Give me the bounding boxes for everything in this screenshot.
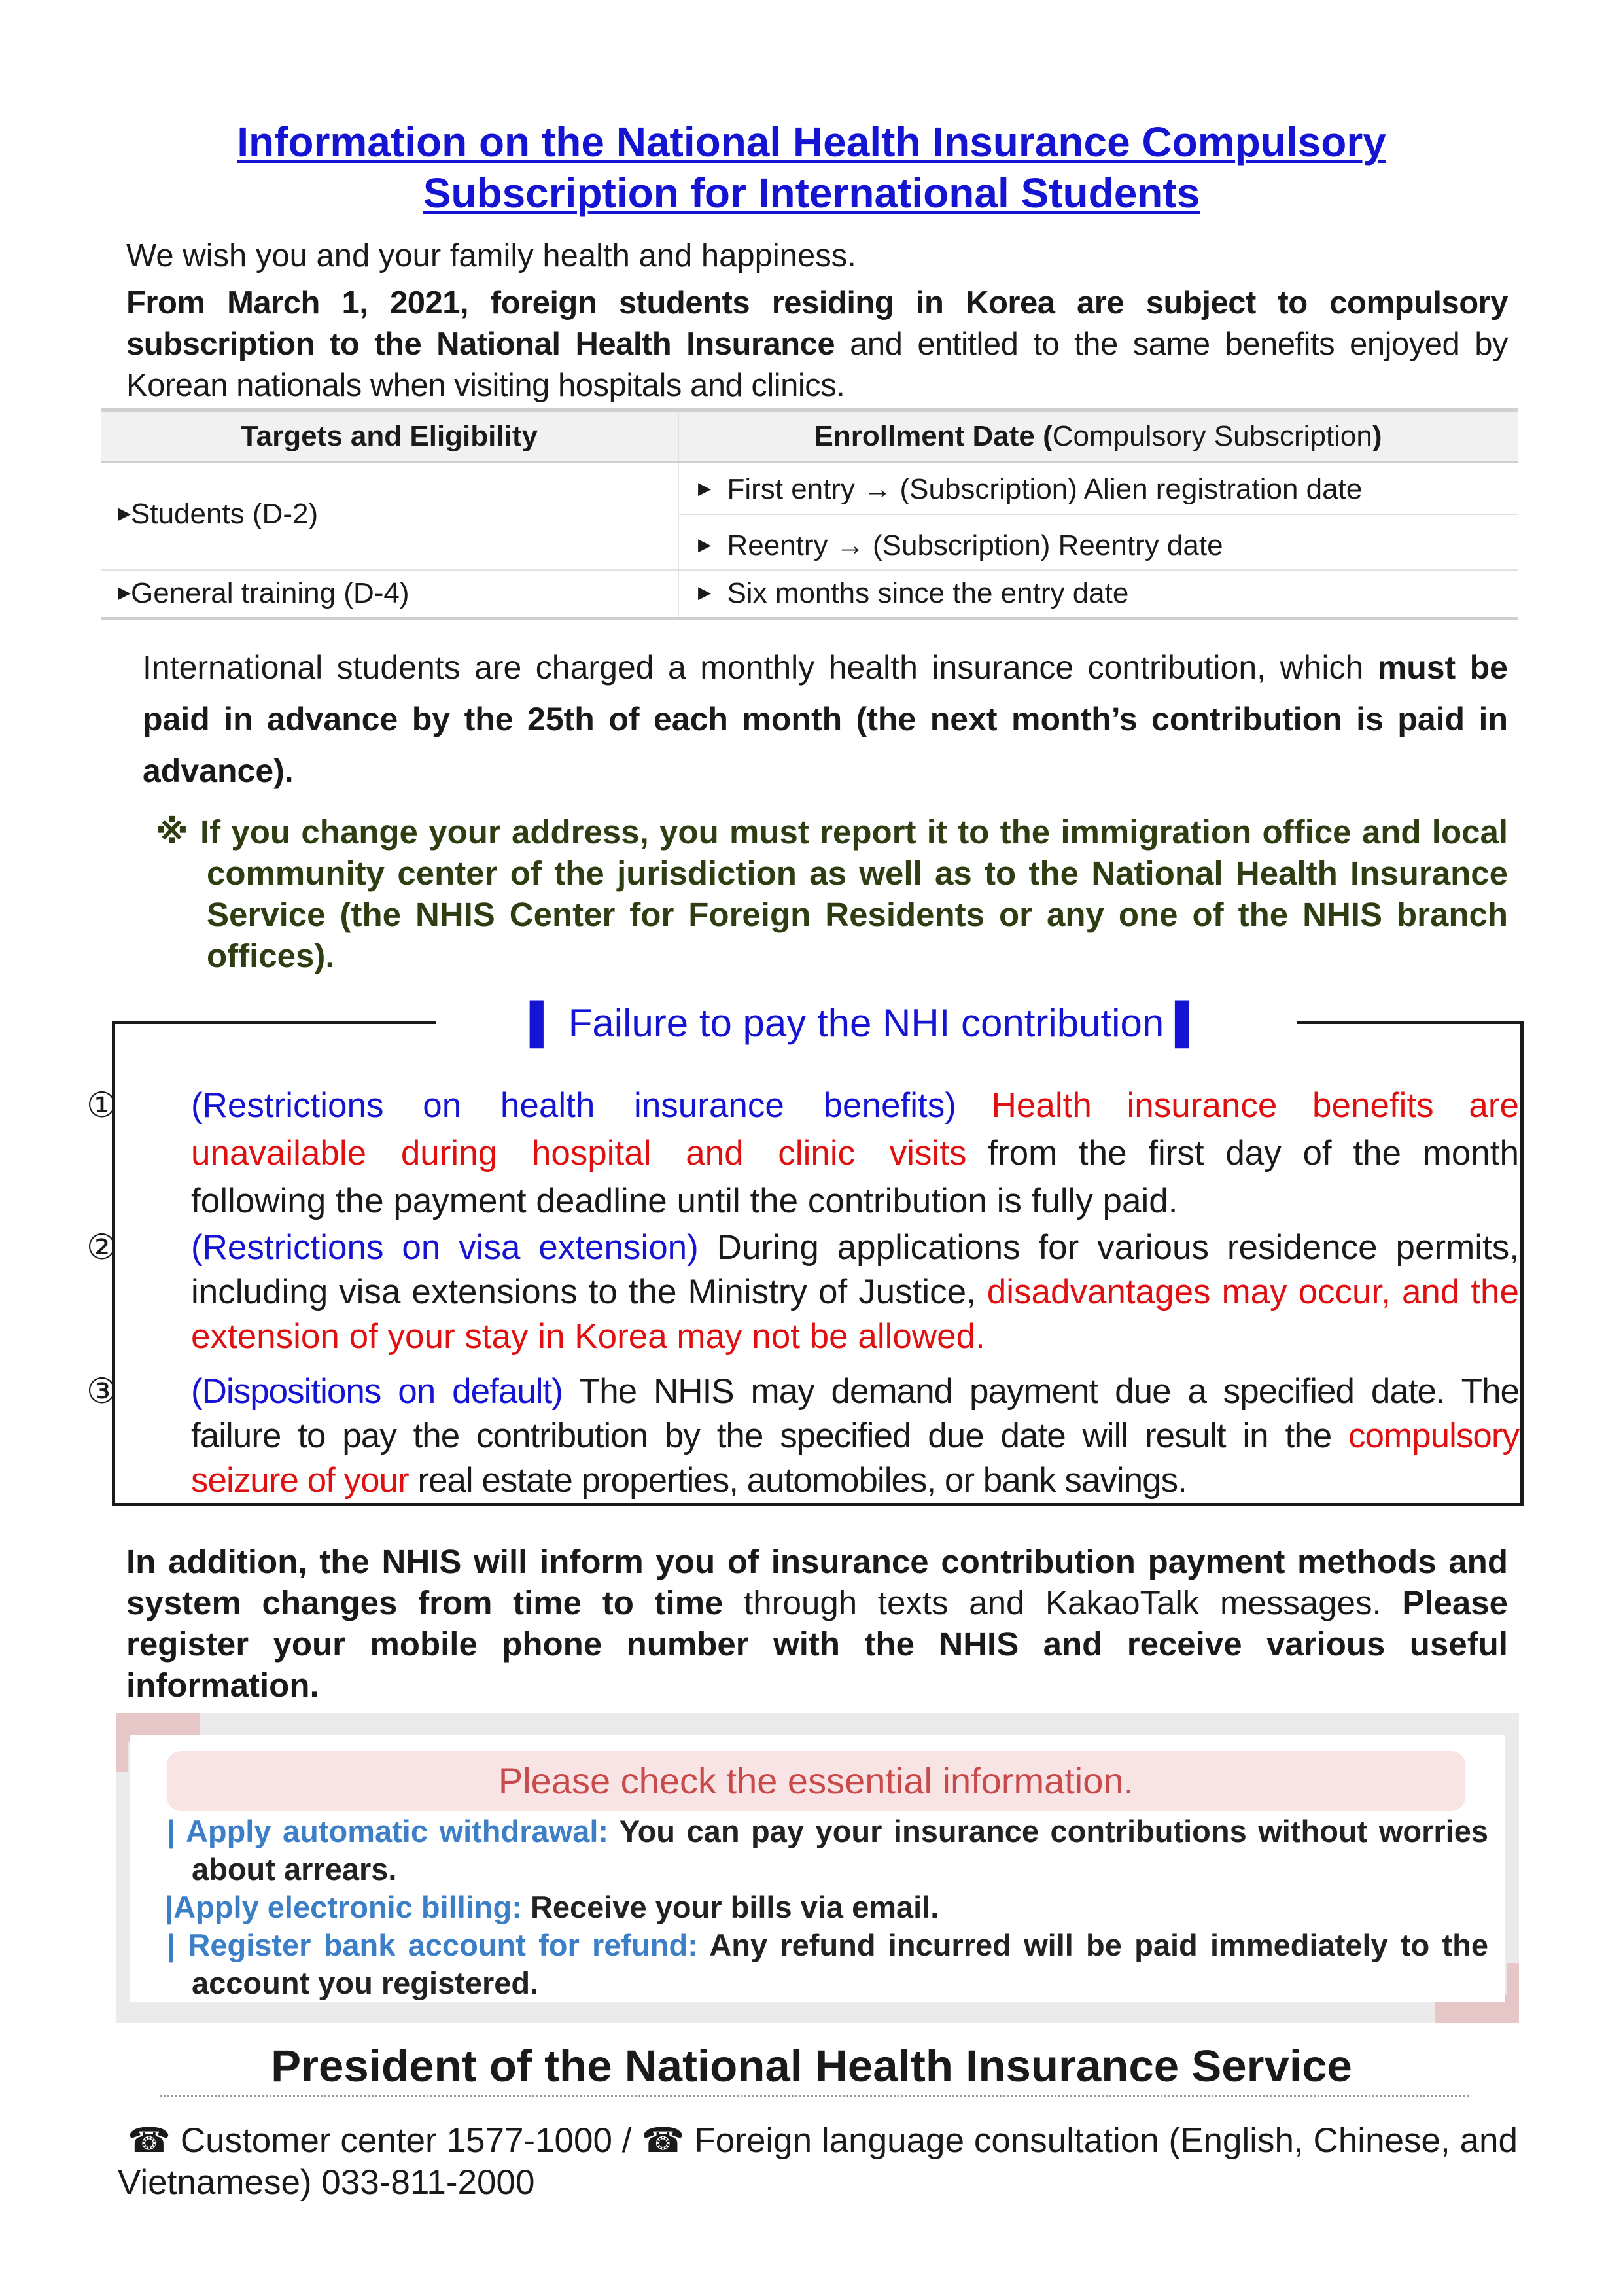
table-subrow-divider [678,514,1518,515]
header-targets: Targets and Eligibility [241,420,538,452]
contribution-bold: must be paid in advance by the 25th of each month (the next month’s contribution is paid in advance). [143,649,1508,789]
addition-bold-1: In addition, the NHIS will inform you of insurance contribution payment methods and system changes from time to time [126,1543,1508,1621]
essential-item-1-text: You can pay your insurance contributions without worries about arrears. [192,1814,1488,1886]
item-bar-icon: | [167,1814,176,1848]
essential-item-1-label: Apply automatic withdrawal: [185,1814,609,1848]
failure-item-1-rest: from the first day of the month following the payment deadline until the contribution is fully paid. [191,1134,1519,1220]
table-bottom-border [101,617,1518,620]
essential-heading: Please check the essential information. [167,1751,1465,1811]
essential-item [167,1926,1488,2002]
failure-item-2-red: disadvantages may occur, and the extension of your stay in Korea may not be allowed. [191,1273,1519,1356]
signature-president: President of the National Health Insurance Service [271,2041,1352,2091]
essential-item-3-text: Any refund incurred will be paid immediately to the account you registered. [192,1928,1489,2000]
contact-info [118,2120,1518,2204]
circled-number-2: ② [86,1228,118,1267]
failure-item-3 [86,1369,1520,1503]
target-general-training: General training (D-4) [131,577,410,609]
failure-item-3-rest: real estate properties, automobiles, or bank savings. [408,1461,1187,1500]
target-students: Students (D-2) [131,498,319,530]
table-row [118,496,318,534]
item-bar-icon: | [167,1928,176,1962]
intro-normal: and entitled to the same benefits enjoyed by Korean nationals when visiting hospitals and clinics. [126,327,1508,403]
table-cell [698,527,1223,565]
failure-item-3-text: The NHIS may demand payment due a specified date. The failure to pay the contribution by the specified due date will result in the [191,1372,1520,1455]
title-line-2: Subscription for International Students [423,169,1200,217]
addition-normal: through texts and KakaoTalk messages. [723,1584,1403,1621]
header-enrollment [678,412,1518,461]
failure-item-2-text: During applications for various residence permits, including visa extensions to the Ministry of Justice, [191,1228,1519,1311]
failure-item-2 [86,1226,1519,1359]
circled-number-3: ③ [86,1372,117,1411]
customer-center: Customer center 1577-1000 / [170,2121,642,2160]
table-row-divider [101,569,1518,571]
contribution-paragraph [143,642,1508,797]
bullet-triangle-icon: ▶ [118,582,131,603]
table-cell [698,575,1128,613]
document-title [0,116,1623,219]
foreign-language-consultation: Foreign language consultation (English, Chinese, and Vietnamese) 033-811-2000 [118,2121,1518,2202]
dotted-divider [160,2095,1469,2097]
essential-item-3-label: Register bank account for refund: [188,1928,698,1962]
essential-item-2-label: Apply electronic billing: [173,1890,522,1924]
date-first-entry: First entry → (Subscription) Alien registration date [727,473,1363,505]
intro-paragraph [126,283,1508,406]
failure-item-3-label: (Dispositions on default) [191,1372,563,1411]
bullet-triangle-icon: ▶ [698,535,711,555]
box-corner-accent [116,1713,128,1772]
failure-item-2-label: (Restrictions on visa extension) [191,1228,699,1267]
table-cell [698,471,1362,509]
date-six-months: Six months since the entry date [727,577,1129,609]
failure-item-1-label: (Restrictions on health insurance benefits) [191,1086,956,1125]
phone-icon: ☎ [641,2121,685,2160]
essential-item [167,1812,1488,1888]
bullet-triangle-icon: ▶ [118,503,131,523]
table-row [118,575,410,613]
table-column-divider [678,412,679,618]
greeting: We wish you and your family health and happiness. [126,238,856,274]
note-mark-icon: ※ [156,813,190,851]
bullet-triangle-icon: ▶ [698,478,711,499]
date-reentry: Reentry → (Subscription) Reentry date [727,529,1223,561]
addition-paragraph [126,1541,1508,1706]
failure-item-3-red: compulsory seizure of your [191,1417,1519,1500]
failure-title: ▌ Failure to pay the NHI contribution ▌ [529,1001,1203,1045]
phone-icon: ☎ [127,2121,171,2160]
contribution-normal: International students are charged a monthly health insurance contribution, which [143,649,1378,686]
table-header-divider [101,461,1518,463]
address-note-text: If you change your address, you must report it to the immigration office and local community center of the jurisdiction as well as to the National Health Insurance Service (the NHIS Center for Foreign Residents or any one of the NHIS branch offices). [200,813,1508,974]
failure-item-1-red: Health insurance benefits are unavailable during hospital and clinic visits [191,1086,1520,1173]
address-note [156,811,1508,976]
failure-item-1 [86,1082,1520,1225]
item-bar-icon: | [165,1890,174,1924]
addition-bold-2: Please register your mobile phone number with the NHIS and receive various useful information. [126,1584,1508,1704]
header-enrollment-bold: Enrollment Date ( [814,420,1053,452]
bullet-triangle-icon: ▶ [698,582,711,603]
title-line-1: Information on the National Health Insurance Compulsory [237,118,1386,166]
intro-bold: From March 1, 2021, foreign students residing in Korea are subject to compulsory subscription to the National Health Insurance [126,285,1508,362]
essential-item [165,1888,1486,1926]
essential-item-2-text: Receive your bills via email. [521,1890,939,1924]
header-enrollment-close: ) [1372,420,1382,452]
header-enrollment-normal: Compulsory Subscription [1052,420,1372,452]
box-corner-accent [1507,1963,1519,2023]
circled-number-1: ① [86,1086,118,1125]
